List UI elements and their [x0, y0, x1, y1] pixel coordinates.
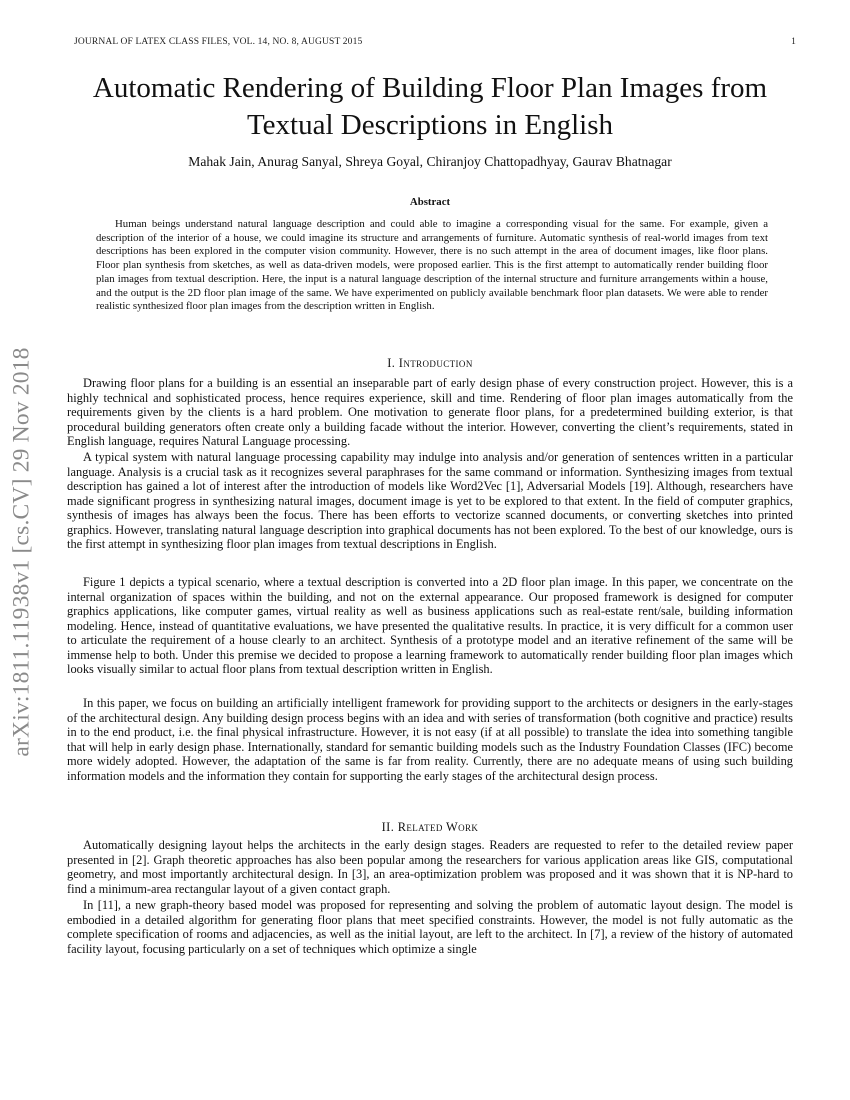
- abstract-heading: Abstract: [409, 196, 451, 208]
- section-numeral: II.: [381, 820, 395, 834]
- intro-paragraph-2: A typical system with natural language processing capability may indulge into analysis and/or generation of sentences written in a particular language. Analysis is a crucial task as it recognizes several paraphrases for the same command or information. Synthesizing images from textual description has gained a lot of interest after the introduction of models like Word2Vec [1], Adversarial Models [19]. Although, researchers have made significant progress in synthesizing natural images, document image is yet to be explored to that extent. In the field of computer graphics, synthesis of images has always been the focus. There has been efforts to vectorize scanned documents, or converting sketches into printed graphics. However, translating natural language description into graphical documents has not been explored. To the best of our knowledge, ours is the first attempt in synthesizing floor plan images from textual descriptions in English.: [67, 450, 793, 551]
- related-paragraph-1: Automatically designing layout helps the architects in the early design stages. Readers are requested to refer to the detailed review paper presented in [2]. Graph theoretic approaches has also been popular among the researchers for various application areas like GIS, computational geometry, and most importantly architectural design. In [3], an area-optimization problem was proposed and it was shown that it is NP-hard to find a minimum-area rectangular layout of a given contact graph.: [67, 838, 793, 896]
- arxiv-identifier: arXiv:1811.11938v1 [cs.CV] 29 Nov 2018: [8, 347, 35, 757]
- section-numeral: I.: [387, 356, 396, 370]
- abstract-text: Human beings understand natural language description and could able to imagine a corresponding visual for the same. For example, given a description of the interior of a house, we could imagine its structure and arrangements of furniture. Automatic synthesis of real-world images from text descriptions has been explored in the computer vision community. However, there is no such attempt in the area of document images, like floor plans. Floor plan synthesis from sketches, as well as data-driven models, were proposed earlier. This is the first attempt to automatically render building floor plan images from textual description. Here, the input is a natural language description of the internal structure and furniture arrangements within a house, and the output is the 2D floor plan image of the same. We have experimented on publicly available benchmark floor plan datasets. We were able to render realistic synthesized floor plan images from the description written in English.: [96, 218, 768, 313]
- author-list: Mahak Jain, Anurag Sanyal, Shreya Goyal, Chiranjoy Chattopadhyay, Gaurav Bhatnagar: [188, 154, 672, 169]
- section-heading-related-work: [60, 820, 800, 835]
- running-header: [74, 37, 796, 47]
- related-paragraph-2: In [11], a new graph-theory based model was proposed for representing and solving the problem of automatic layout design. The model is embodied in a detailed algorithm for generating floor plans that meet specified constraints. However, the model is not fully automatic as the complete specification of rooms and adjacencies, as well as the initial layout, are left to the architect. In [7], a review of the history of automated facility layout, focusing particularly on a set of techniques which optimize a single: [67, 898, 793, 956]
- section-title: Related Work: [397, 820, 479, 834]
- intro-paragraph-1: Drawing floor plans for a building is an essential an inseparable part of early design phase of every construction project. However, this is a highly technical and sophisticated process, hence requires experience, skill and time. Rendering of floor plan images automatically from the requirements given by the clients is a hard problem. One motivation to generate floor plans, for a predetermined building exterior, is that procedural building generators often create only a building facade without the interior. However, converting the client’s requirements, stated in English language, requires Natural Language processing.: [67, 376, 793, 448]
- section-title: Introduction: [398, 356, 473, 370]
- intro-paragraph-4: In this paper, we focus on building an artificially intelligent framework for providing support to the architects or designers in the early-stages of the architectural design. Any building design process begins with an idea and with series of transformation (both cognitive and practice) results in to the end product, i.e. the final physical infrastructure. However, it is not easy (if at all possible) to translate the idea into something tangible that will help in early design phase. Internationally, standard for semantic building models such as the Industry Foundation Classes (IFC) become more widely adopted. However, the adaptation of the same is far from reality. Currently, there are no adequate means of using such building information models and the information they contain for supporting the early stages of the architectural design process.: [67, 696, 793, 783]
- arxiv-sidebar: [2, 292, 42, 812]
- journal-line: JOURNAL OF LATEX CLASS FILES, VOL. 14, NO. 8, AUGUST 2015: [74, 37, 363, 47]
- paper-title: Automatic Rendering of Building Floor Plan Images from Textual Descriptions in English: [92, 72, 768, 141]
- page-number: 1: [791, 37, 796, 47]
- section-heading-introduction: [60, 356, 800, 371]
- intro-paragraph-3: Figure 1 depicts a typical scenario, where a textual description is converted into a 2D floor plan image. In this paper, we concentrate on the internal organization of spaces within the building, and not on the external appearance. Our proposed framework is designed for computer graphics applications, like computer games, virtual reality as well as business applications such as real-estate rent/sale, building information modeling. Hence, instead of quantitative evaluations, we have presented the qualitative results. In practice, it is very difficult for a common user to articulate the requirement of a house clearly to an architect. Synthesis of a prototype model and an iterative refinement of the same will be immense help to both. Under this premise we decided to propose a learning framework to automatically render building floor plan images which looks visually similar to actual floor plans from textual description written in English.: [67, 575, 793, 676]
